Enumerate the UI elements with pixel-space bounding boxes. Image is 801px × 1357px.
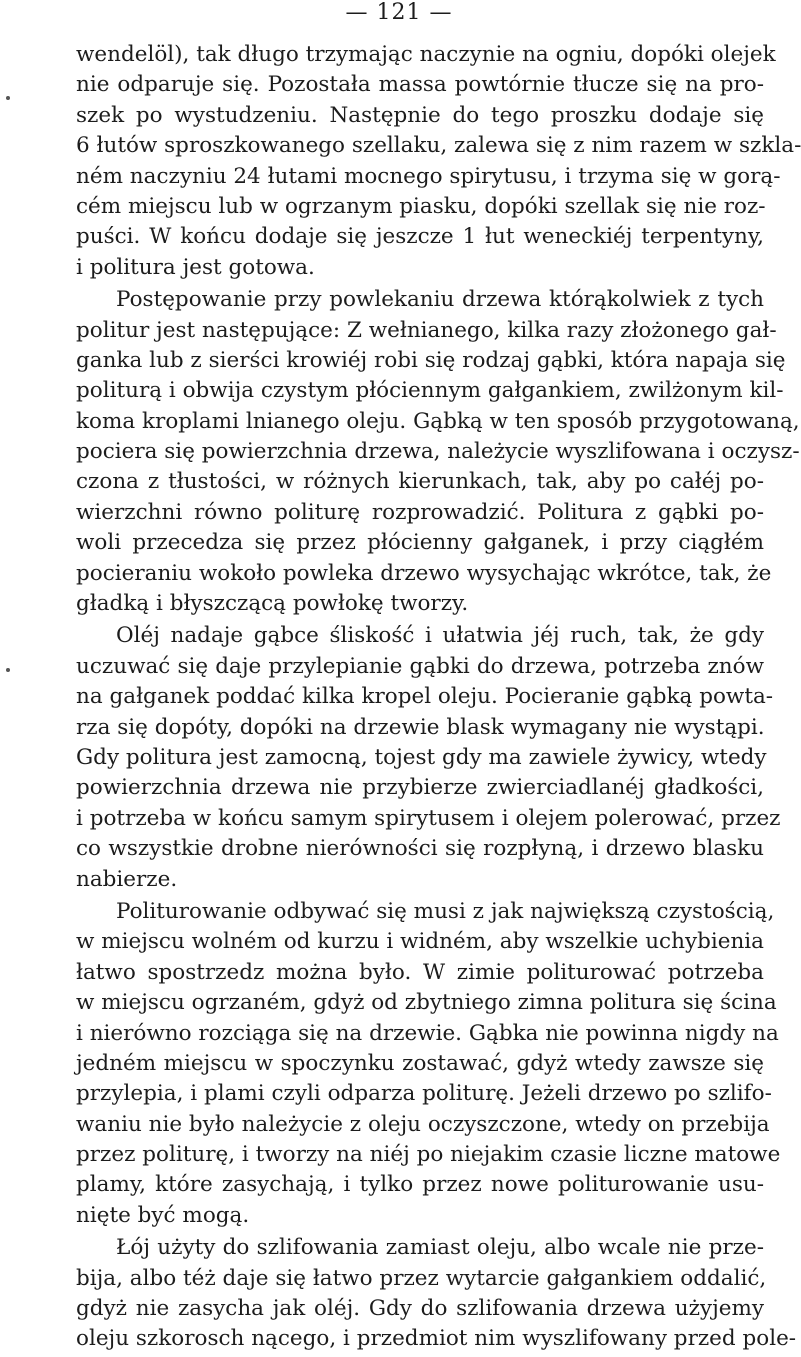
- text-line: na gałganek poddać kilka kropel oleju. Pocieranie gąbką powta-: [76, 684, 774, 710]
- text-line: i nierówno rozciąga się na drzewie. Gąbka nie powinna nigdy na: [76, 1020, 779, 1046]
- margin-dot: [6, 668, 10, 672]
- text-line: Politurowanie odbywać się musi z jak największą czystością,: [116, 898, 775, 924]
- paragraph-1: [76, 40, 801, 283]
- text-line: puści. W końcu dodaje się jeszcze 1 łut weneckiéj terpentyny,: [76, 224, 764, 250]
- text-line: nięte być mogą.: [76, 1202, 250, 1228]
- paragraph-4: [76, 897, 781, 1231]
- text-line: oleju szkorosch nącego, i przedmiot nim wyszlifowany przed pole-: [76, 1326, 797, 1352]
- text-line: Postępowanie przy powlekaniu drzewa którąkolwiek z tych: [116, 287, 764, 313]
- text-line: cém miejscu lub w ogrzanym piasku, dopóki szellak się nie roz-: [76, 193, 766, 219]
- paragraph-5: [76, 1233, 797, 1355]
- text-line: pocieraniu wokoło powleka drzewo wysychając wkrótce, tak, że: [76, 560, 772, 586]
- text-line: Gdy politura jest zamocną, tojest gdy ma zawiele żywicy, wtedy: [76, 744, 767, 770]
- text-line: koma kroplami lnianego oleju. Gąbką w ten sposób przygotowaną,: [76, 408, 800, 434]
- text-line: Łój użyty do szlifowania zamiast oleju, albo wcale nie prze-: [116, 1235, 764, 1261]
- text-line: Oléj nadaje gąbce śliskość i ułatwia jéj ruch, tak, że gdy: [116, 623, 764, 649]
- text-line: pociera się powierzchnia drzewa, należycie wyszlifowana i oczysz-: [76, 439, 800, 465]
- text-line: wendelöl), tak długo trzymając naczynie na ogniu, dopóki olejek: [76, 42, 776, 67]
- margin-dot: [6, 96, 10, 100]
- text-line: gładką i błyszczącą powłokę tworzy.: [76, 591, 469, 617]
- text-line: przez politurę, i tworzy na niéj po niejakim czasie liczne matowe: [76, 1142, 781, 1168]
- text-line: gdyż nie zasycha jak oléj. Gdy do szlifowania drzewa użyjemy: [76, 1296, 764, 1322]
- text-line: uczuwać się daje przylepianie gąbki do drzewa, potrzeba znów: [76, 653, 764, 679]
- text-line: czona z tłustości, w różnych kierunkach, tak, aby po całéj po-: [76, 469, 764, 495]
- text-line: politurą i obwija czystym płóciennym gałgankiem, zwilżonym kil-: [76, 378, 784, 404]
- page-number: — 121 —: [345, 0, 453, 25]
- body-text: [76, 40, 801, 1357]
- text-line: 6 łutów sproszkowanego szellaku, zalewa się z nim razem w szkla-: [76, 133, 801, 159]
- text-line: łatwo spostrzedz można było. W zimie politurować potrzeba: [76, 959, 764, 985]
- text-line: w miejscu ogrzaném, gdyż od zbytniego zimna politura się ścina: [76, 990, 777, 1016]
- text-line: jedném miejscu w spoczynku zostawać, gdyż wtedy zawsze się: [76, 1050, 764, 1076]
- text-line: szek po wystudzeniu. Następnie do tego proszku dodaje się: [76, 102, 764, 128]
- paragraph-2: [76, 285, 800, 619]
- text-line: ném naczyniu 24 łutami mocnego spirytusu, i trzyma się w gorą-: [76, 163, 781, 189]
- text-line: plamy, które zasychają, i tylko przez nowe politurowanie usu-: [76, 1172, 764, 1198]
- text-line: waniu nie było należycie z oleju oczyszczone, wtedy on przebija: [76, 1111, 770, 1137]
- text-line: nabierze.: [76, 866, 178, 892]
- text-line: nie odparuje się. Pozostała massa powtórnie tłucze się na pro-: [76, 72, 764, 98]
- paragraph-3: [76, 621, 781, 895]
- text-line: rza się dopóty, dopóki na drzewie blask wymagany nie wystąpi.: [76, 714, 765, 740]
- text-line: woli przecedza się przez płócienny gałganek, i przy ciągłém: [76, 530, 764, 556]
- text-line: powierzchnia drzewa nie przybierze zwierciadlanéj gładkości,: [76, 775, 764, 801]
- text-line: i potrzeba w końcu samym spirytusem i olejem polerować, przez: [76, 805, 781, 831]
- text-line: bija, albo téż daje się łatwo przez wytarcie gałgankiem oddalić,: [76, 1265, 767, 1291]
- text-line: w miejscu wolném od kurzu i widném, aby wszelkie uchybienia: [76, 929, 764, 955]
- text-line: ganka lub z sierści krowiéj robi się rodzaj gąbki, która napaja się: [76, 347, 786, 373]
- text-line: wierzchni równo politurę rozprowadzić. Politura z gąbki po-: [76, 499, 764, 525]
- text-line: i politura jest gotowa.: [76, 254, 315, 280]
- text-line: politur jest następujące: Z wełnianego, kilka razy złożonego gał-: [76, 317, 777, 343]
- text-line: co wszystkie drobne nierówności się rozpłyną, i drzewo blasku: [76, 836, 764, 862]
- text-line: przylepia, i plami czyli odparza politurę. Jeżeli drzewo po szlifo-: [76, 1081, 772, 1107]
